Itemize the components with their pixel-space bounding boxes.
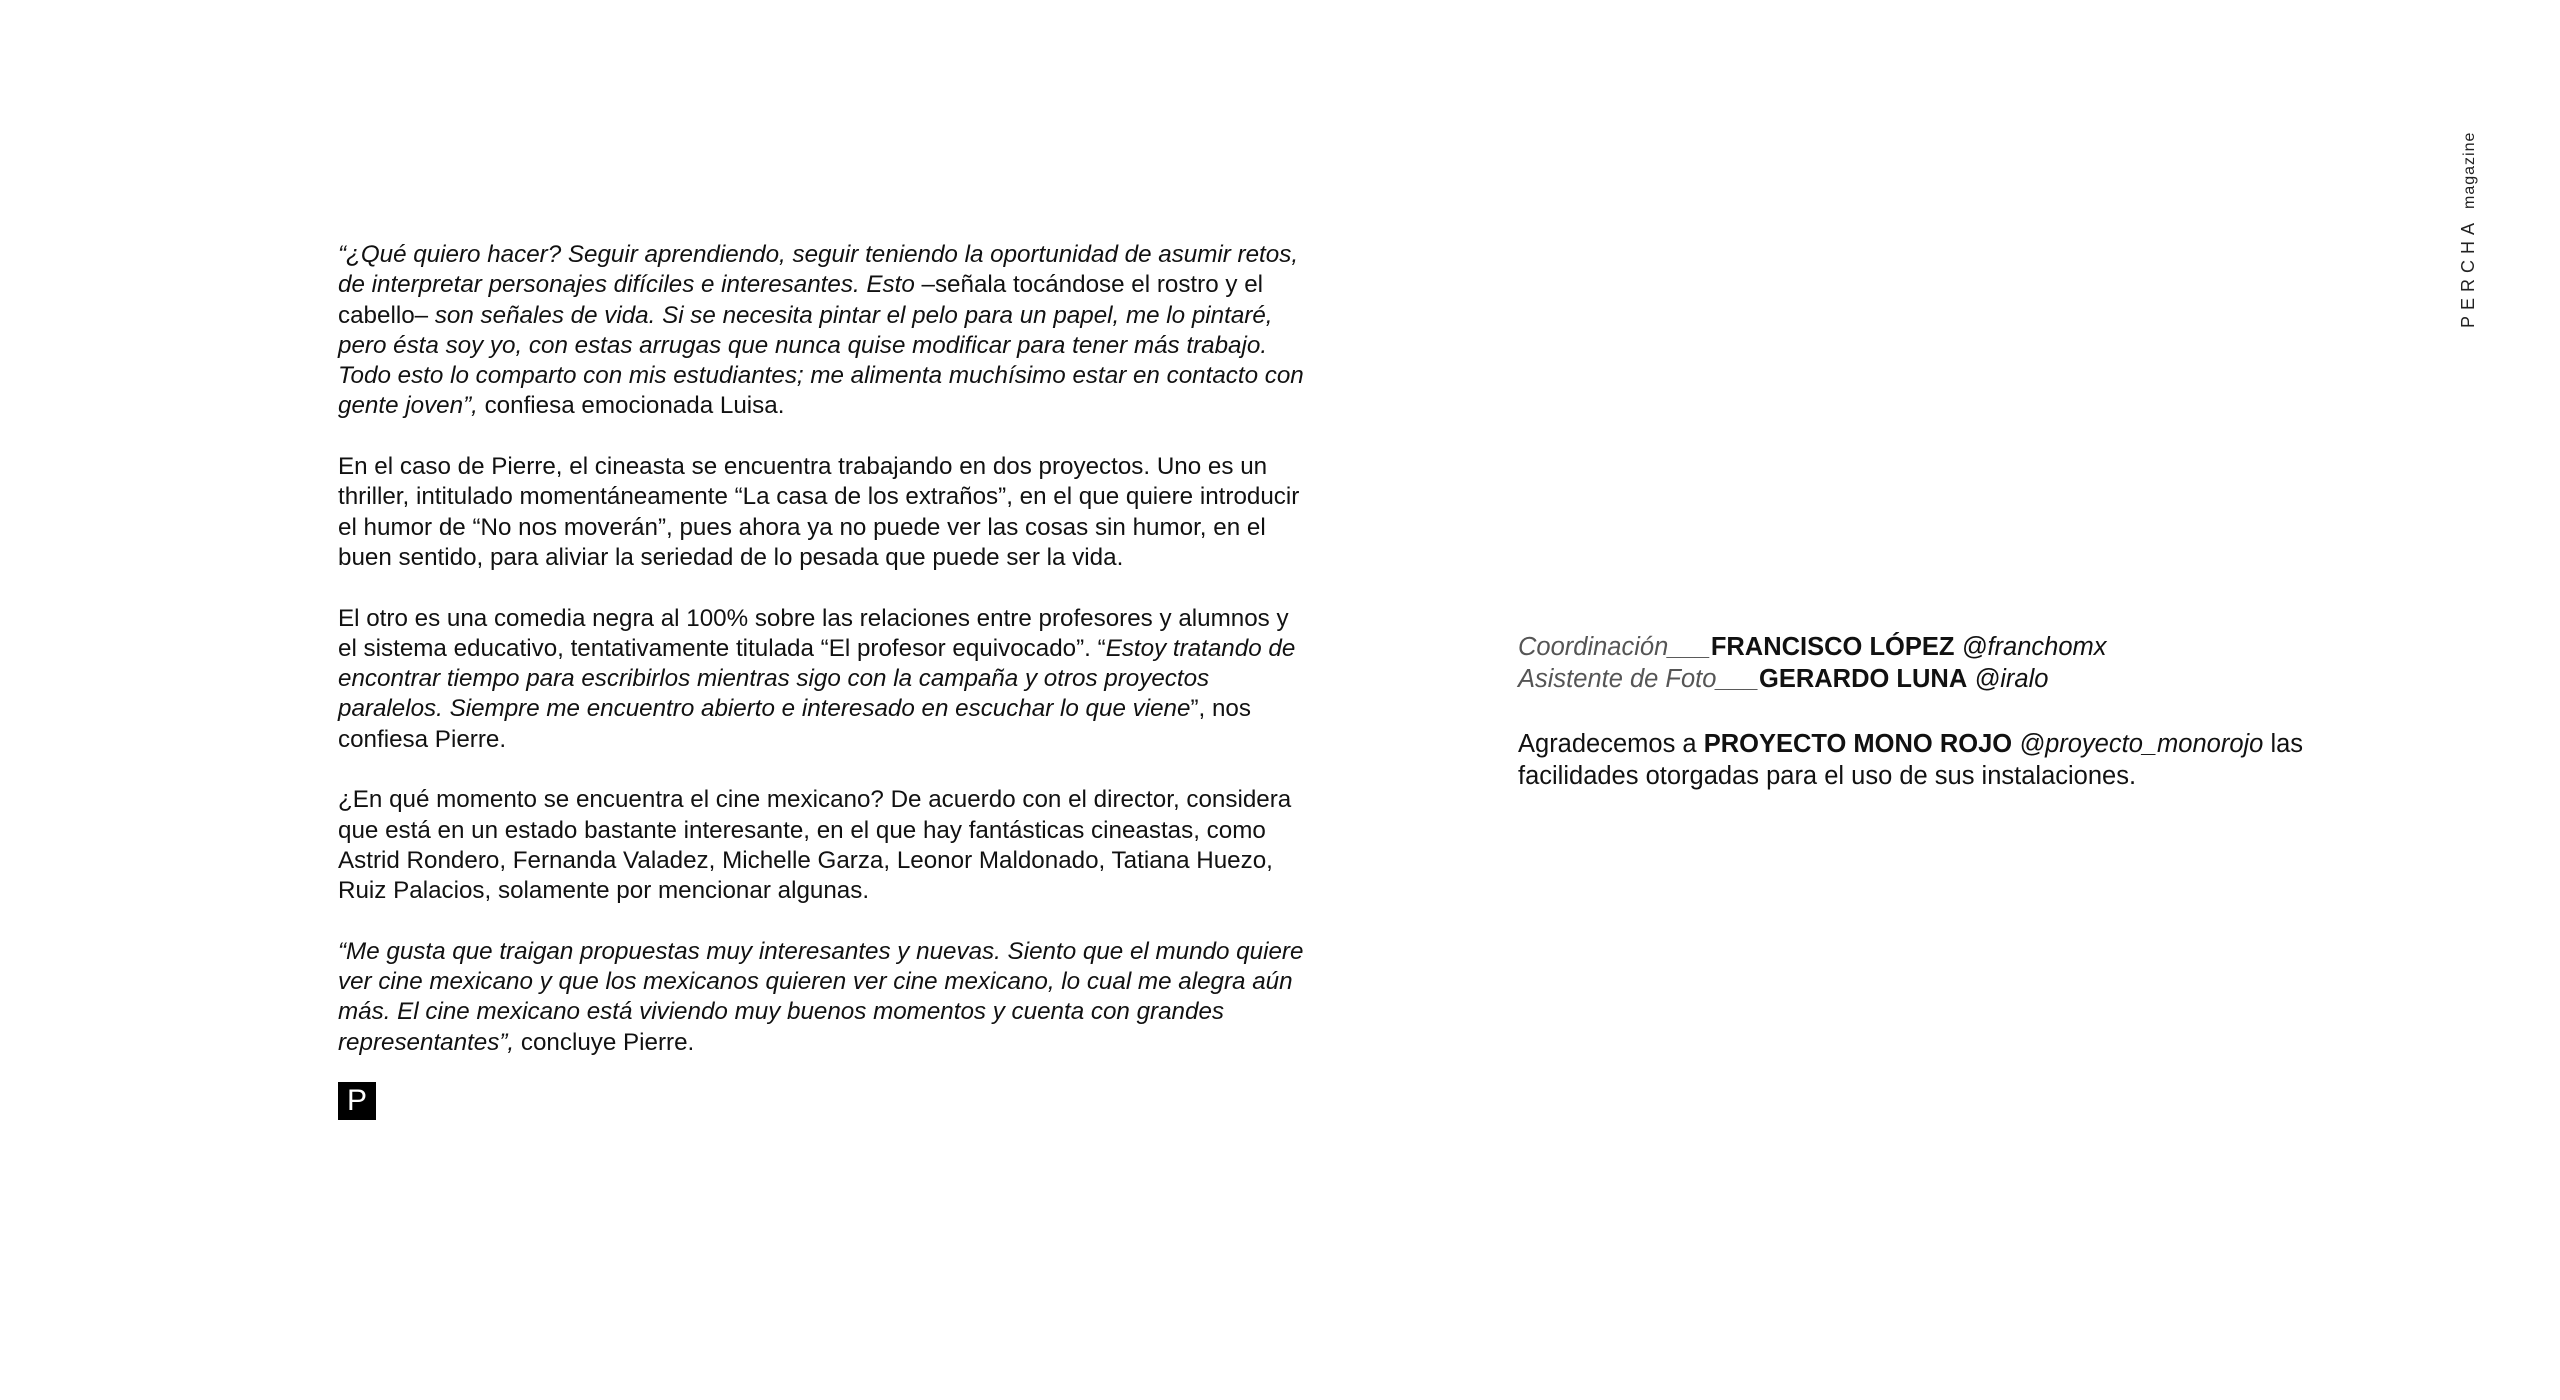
paragraph-1	[338, 240, 1308, 422]
acknowledgement	[1518, 728, 2398, 792]
narration-text: –señala tocándose el rostro y el cabello–	[338, 271, 1264, 329]
brand-name: PERCHA	[2458, 216, 2478, 328]
paragraph-5	[338, 937, 1308, 1058]
paragraph-2: En el caso de Pierre, el cineasta se encuentra trabajando en dos proyectos. Uno es un thriller, intitulado momentáneamente “La casa de los extraños”, en el que quiere introducir el humor de “No nos moverán”, pues ahora ya no puede ver las cosas sin humor, en el buen sentido, para aliviar la seriedad de lo pesada que puede ser la vida.	[338, 453, 1300, 571]
article-body	[338, 240, 1308, 1120]
acknowledgement-text: las facilidades otorgadas para el uso de sus instalaciones.	[1518, 730, 2304, 790]
magazine-brand	[2456, 112, 2480, 328]
paragraph-4: ¿En qué momento se encuentra el cine mexicano? De acuerdo con el director, considera que está en un estado bastante interesante, en el que hay fantásticas cineastas, como Astrid Rondero, Fernanda Valadez, Michelle Garza, Leonor Maldonado, Tatiana Huezo, Ruiz Palacios, solamente por mencionar algunas.	[338, 786, 1292, 905]
credit-handle: @franchomx	[1961, 633, 2107, 661]
quote-text: Estoy tratando de encontrar tiempo para escribirlos mientras sigo con la campaña y otros proyectos paralelos. Siempre me encuentro abierto e interesado en escuchar lo que viene	[338, 634, 1296, 723]
quote-text: son señales de vida. Si se necesita pintar el pelo para un papel, me lo pintaré, pero ésta soy yo, con estas arrugas que nunca quise modificar para tener más trabajo. Todo esto lo comparto con mis estudiantes; me alimenta muchísimo estar en contacto con gente joven”,	[338, 301, 1304, 420]
acknowledgement-handle: @proyecto_monorojo	[2019, 730, 2264, 758]
credit-photo-assistant	[1518, 663, 2398, 695]
credit-coordination	[1518, 631, 2398, 663]
credits-block	[1518, 631, 2398, 792]
brand-subtitle: magazine	[2461, 131, 2478, 209]
end-of-article-mark: P	[338, 1082, 376, 1120]
credit-separator: ___	[1668, 633, 1711, 661]
narration-text: ”, nos confiesa Pierre.	[338, 695, 1251, 753]
paragraph-3	[338, 604, 1308, 755]
credit-name: GERARDO LUNA	[1759, 665, 1968, 693]
credit-name: FRANCISCO LÓPEZ	[1710, 633, 1955, 661]
narration-text: concluye Pierre.	[520, 1028, 695, 1056]
quote-text: “¿Qué quiero hacer? Seguir aprendiendo, seguir teniendo la oportunidad de asumir retos, de interpretar personajes difíciles e interesantes. Esto	[338, 241, 1299, 299]
narration-text: El otro es una comedia negra al 100% sobre las relaciones entre profesores y alumnos y el sistema educativo, tentativamente titulada “El profesor equivocado”. “	[338, 604, 1289, 662]
credit-handle: @iralo	[1974, 665, 2049, 693]
credit-role: Coordinación	[1518, 633, 1669, 661]
credit-separator: ___	[1716, 665, 1759, 693]
acknowledgement-name: PROYECTO MONO ROJO	[1703, 730, 2013, 758]
acknowledgement-intro: Agradecemos a	[1518, 730, 1704, 758]
narration-text: confiesa emocionada Luisa.	[484, 392, 785, 420]
credit-role: Asistente de Foto	[1518, 665, 1717, 693]
quote-text: “Me gusta que traigan propuestas muy interesantes y nuevas. Siento que el mundo quiere ver cine mexicano y que los mexicanos quieren ver cine mexicano, lo cual me alegra aún más. El cine mexicano está viviendo muy buenos momentos y cuenta con grandes representantes”,	[338, 937, 1304, 1056]
